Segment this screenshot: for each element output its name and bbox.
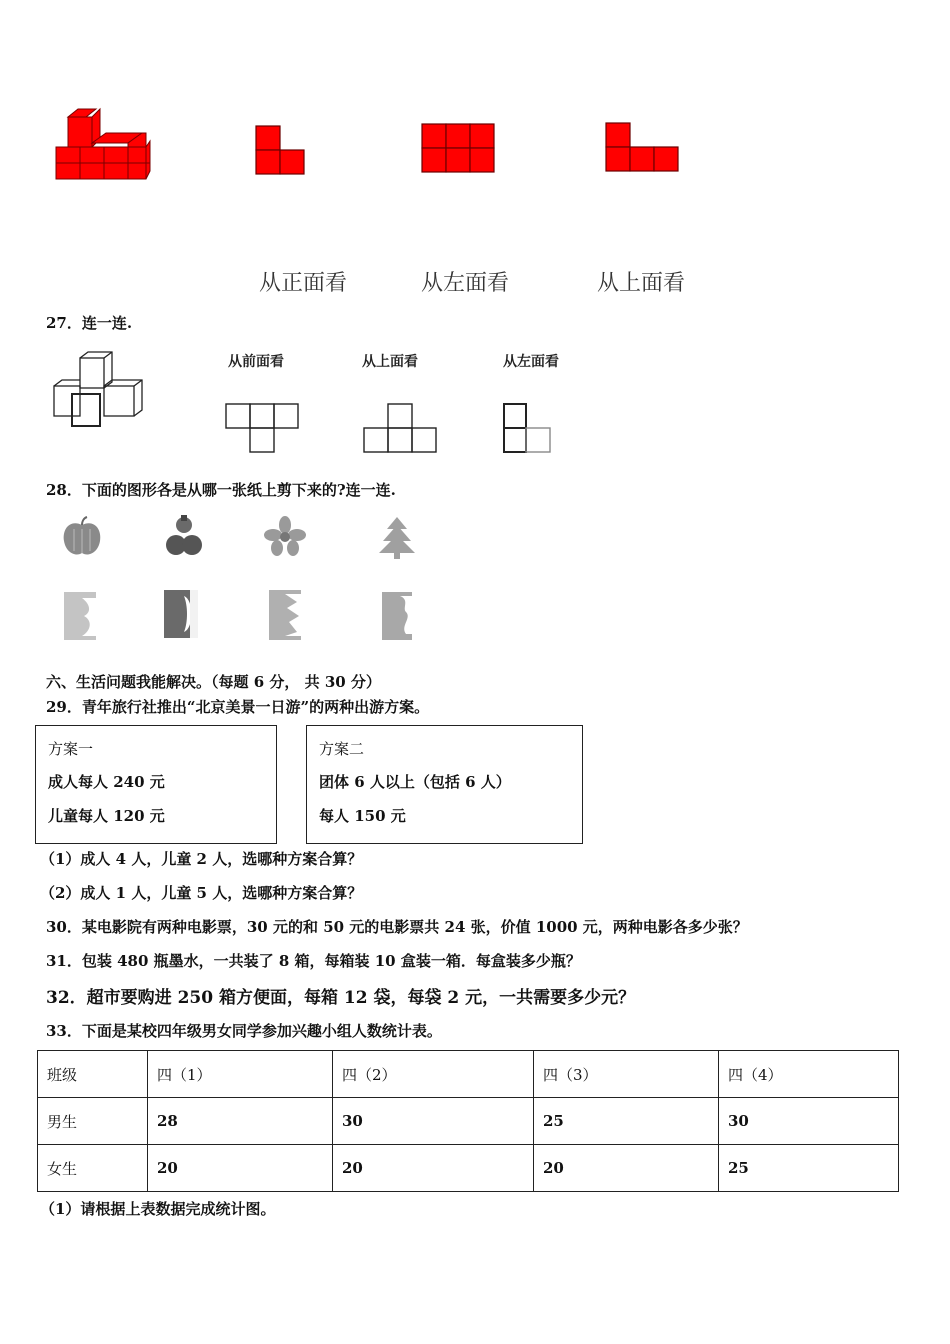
q29-title: 29．青年旅行社推出“北京美景一日游”的两种出游方案。: [46, 698, 430, 716]
table-header-cell: 四（1）: [148, 1051, 333, 1098]
paper-piece-2: [162, 588, 200, 640]
q27-title: 27．连一连.: [46, 314, 133, 332]
q27-label-top: 从上面看: [362, 354, 418, 370]
plan1-line2: 儿童每人 120 元: [48, 807, 165, 825]
section6-title: 六、生活问题我能解决。（每题 6 分， 共 30 分）: [46, 673, 381, 691]
left-view-shape: [421, 123, 495, 173]
view-label-top: 从上面看: [597, 271, 686, 296]
q27-view-front: [224, 402, 302, 456]
table-cell: 20: [534, 1145, 719, 1192]
q33-title: 33．下面是某校四年级男女同学参加兴趣小组人数统计表。: [46, 1022, 442, 1040]
plan2-line1: 团体 6 人以上（包括 6 人）: [319, 773, 511, 791]
table-cell: 25: [534, 1098, 719, 1145]
front-view-shape: [255, 125, 307, 175]
plan2-name: 方案二: [319, 740, 365, 758]
q27-label-front: 从前面看: [228, 354, 284, 370]
top-view-shape: [605, 122, 681, 172]
q33-sub1: （1）请根据上表数据完成统计图。: [40, 1200, 276, 1218]
table-header-cell: 四（4）: [719, 1051, 899, 1098]
table-row: [38, 1098, 899, 1145]
paper-piece-1: [62, 590, 98, 642]
cube-outline-3d: [50, 350, 150, 430]
row-label-girls: 女生: [38, 1145, 148, 1192]
stats-table: [37, 1050, 899, 1192]
q27-label-left: 从左面看: [503, 354, 559, 370]
tree-icon: [377, 515, 417, 561]
table-cell: 28: [148, 1098, 333, 1145]
view-label-left: 从左面看: [421, 271, 510, 296]
table-row: [38, 1145, 899, 1192]
row-label-boys: 男生: [38, 1098, 148, 1145]
plan1-line1: 成人每人 240 元: [48, 773, 165, 791]
view-label-front: 从正面看: [259, 271, 348, 296]
plan2-line2: 每人 150 元: [319, 807, 406, 825]
table-cell: 30: [719, 1098, 899, 1145]
q31-text: 31．包装 480 瓶墨水，一共装了 8 箱，每箱装 10 盒装一箱．每盒装多少瓶？: [46, 952, 581, 970]
plan1-name: 方案一: [48, 740, 94, 758]
q27-view-top: [362, 402, 440, 456]
q29-sub1: （1）成人 4 人，儿童 2 人，选哪种方案合算？: [40, 850, 363, 868]
table-header-cell: 四（3）: [534, 1051, 719, 1098]
apple-icon: [60, 515, 104, 559]
paper-piece-3: [267, 588, 303, 642]
q32-text: 32．超市要购进 250 箱方便面，每箱 12 袋，每袋 2 元，一共需要多少元？: [46, 988, 636, 1008]
q28-title: 28．下面的图形各是从哪一张纸上剪下来的?连一连.: [46, 481, 396, 499]
table-cell: 30: [333, 1098, 534, 1145]
table-header-row: [38, 1051, 899, 1098]
q27-view-left: [502, 402, 556, 456]
table-cell: 25: [719, 1145, 899, 1192]
q29-sub2: （2）成人 1 人，儿童 5 人，选哪种方案合算？: [40, 884, 363, 902]
table-header-cell: 四（2）: [333, 1051, 534, 1098]
table-cell: 20: [333, 1145, 534, 1192]
paper-piece-4: [380, 590, 414, 642]
plan2-box: [306, 725, 583, 844]
cube-stack-3d: [50, 105, 155, 185]
table-cell: 20: [148, 1145, 333, 1192]
table-header-cell: 班级: [38, 1051, 148, 1098]
gourd-icon: [164, 513, 204, 559]
flower-icon: [262, 515, 308, 559]
q30-text: 30．某电影院有两种电影票，30 元的和 50 元的电影票共 24 张，价值 1000 元，两种电影各多少张？: [46, 918, 748, 936]
plan1-box: [35, 725, 277, 844]
